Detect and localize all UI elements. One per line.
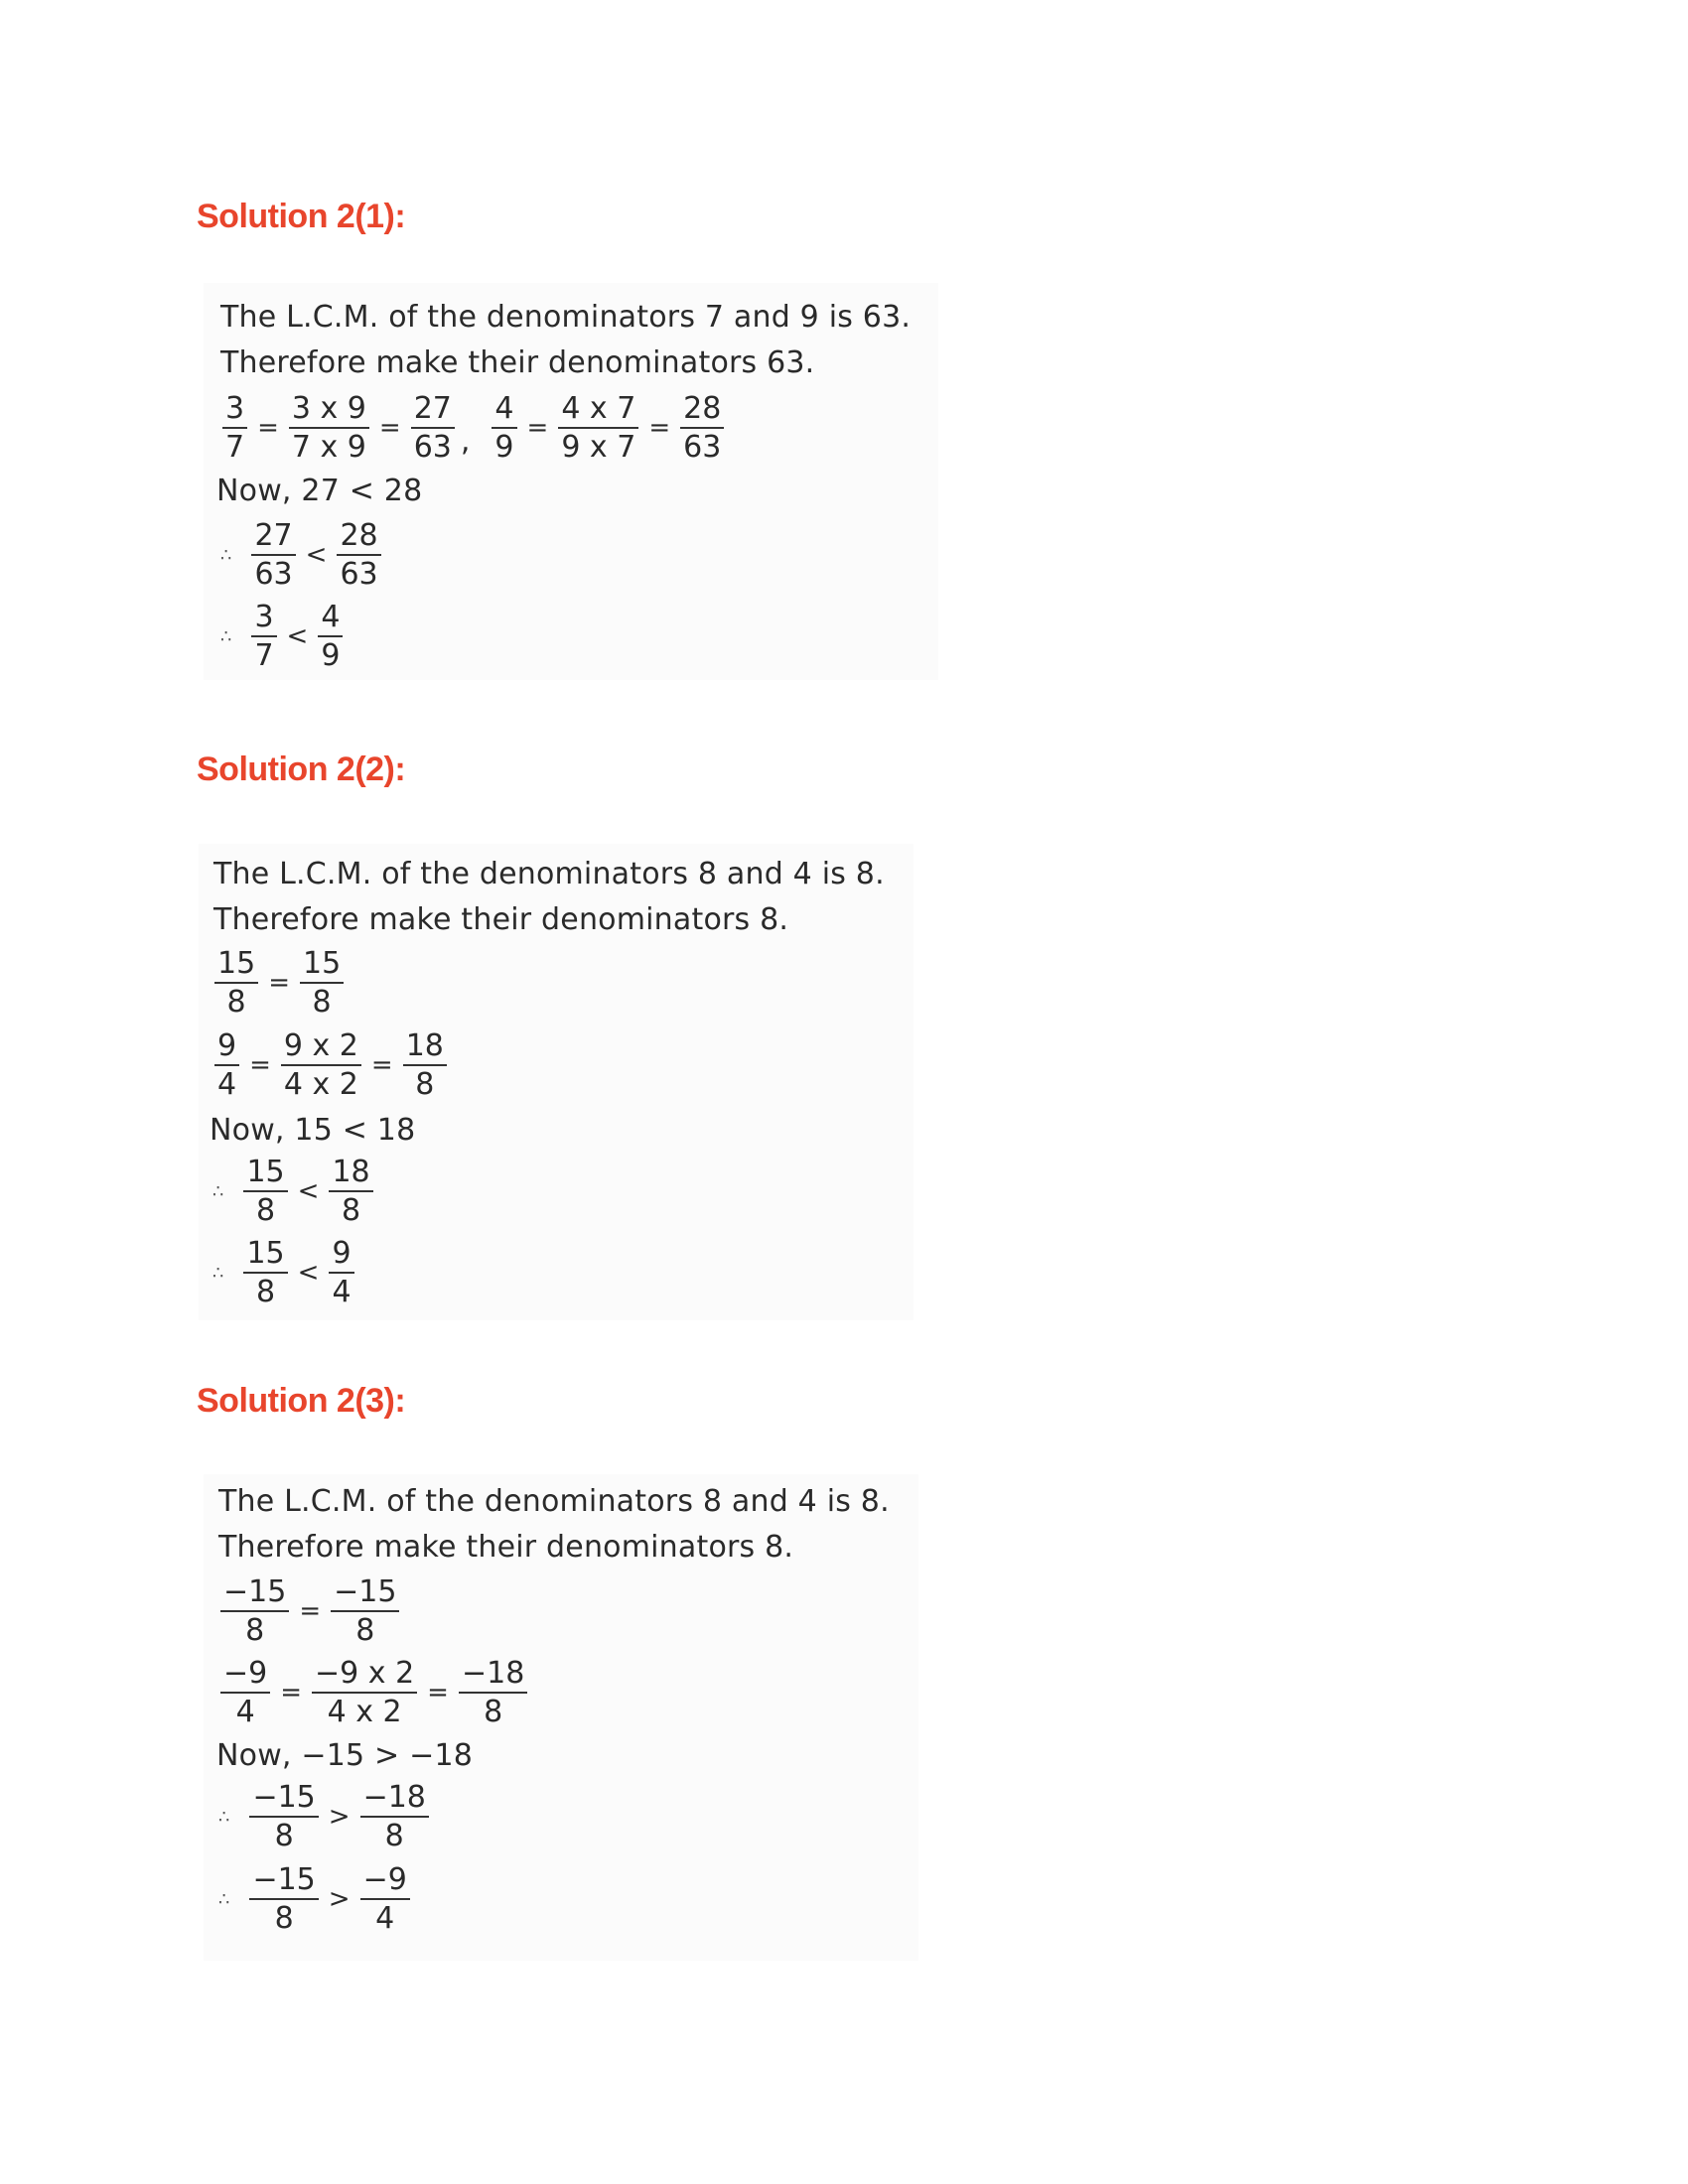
comparison-sign: < [305,540,328,570]
fraction: $\frac{9}{4}$ [329,1238,353,1307]
therefore-statement: Therefore make their denominators 8. [218,1530,794,1565]
fraction: $\frac{15}{8}$ [243,1238,287,1307]
lcm-statement: The L.C.M. of the denominators 8 and 4 is 8. [213,857,885,891]
now-comparison: Now, 15 < 18 [210,1113,416,1148]
equals-sign: = [427,1678,449,1707]
solution-heading: Solution 2(2): [197,751,406,788]
fraction: $\frac{3}{7}$ [251,602,276,671]
fraction: $\frac{-15}{8}$ [249,1782,318,1851]
comparison-sign: > [328,1802,351,1832]
fraction-equality-row [211,948,348,1018]
fraction: $\frac{27}{63}$ [411,393,455,463]
fraction: $\frac{15}{8}$ [243,1157,287,1226]
therefore-symbol: ∴ [220,625,232,647]
therefore-symbol: ∴ [218,1806,230,1828]
equals-sign: = [249,1050,271,1080]
equals-sign: = [299,1596,322,1626]
comparison-sign: < [297,1258,320,1288]
solution-heading: Solution 2(1): [197,198,406,235]
fraction: $\frac{18}{8}$ [403,1030,447,1100]
fraction: $\frac{18}{8}$ [329,1157,372,1226]
equals-sign: = [370,1050,393,1080]
now-comparison: Now, 27 < 28 [216,474,423,508]
comparison-sign: > [328,1884,351,1914]
fraction: $\frac{15}{8}$ [214,948,258,1018]
therefore-symbol: ∴ [212,1180,224,1202]
now-comparison: Now, −15 > −18 [216,1738,474,1773]
fraction: $\frac{-9 x 2}{4 x 2}$ [312,1658,417,1727]
therefore-symbol: ∴ [220,544,232,566]
fraction: $\frac{28}{63}$ [680,393,724,463]
solution-heading: Solution 2(3): [197,1382,406,1420]
fraction-conversion-row [216,1658,531,1727]
conclusion-row [218,1864,414,1934]
fraction-equality-row [216,1576,403,1646]
lcm-statement: The L.C.M. of the denominators 8 and 4 is 8. [218,1484,890,1519]
fraction: $\frac{15}{8}$ [300,948,344,1018]
fraction: $\frac{9}{4}$ [214,1030,239,1100]
fraction: $\frac{4}{9}$ [318,602,343,671]
therefore-statement: Therefore make their denominators 63. [220,345,815,380]
therefore-symbol: ∴ [212,1262,224,1284]
equals-sign: = [648,413,671,443]
equals-sign: = [257,413,279,443]
conclusion-row [220,602,347,671]
fraction: $\frac{4}{9}$ [492,393,516,463]
equals-sign: = [378,413,401,443]
conclusion-row [218,1782,433,1851]
fraction: $\frac{-18}{8}$ [459,1658,527,1727]
comma-separator: , [460,424,471,459]
fraction: $\frac{27}{63}$ [251,520,295,590]
equals-sign: = [526,413,549,443]
fraction: $\frac{-9}{4}$ [220,1658,270,1727]
fraction: $\frac{-9}{4}$ [360,1864,410,1934]
conclusion-row [212,1238,358,1307]
fraction: $\frac{-15}{8}$ [331,1576,399,1646]
fraction: $\frac{9 x 2}{4 x 2}$ [281,1030,361,1100]
fraction: $\frac{3}{7}$ [222,393,247,463]
conclusion-row [212,1157,377,1226]
conclusion-row [220,520,385,590]
fraction: $\frac{-18}{8}$ [360,1782,429,1851]
fraction: $\frac{4 x 7}{9 x 7}$ [558,393,638,463]
lcm-statement: The L.C.M. of the denominators 7 and 9 is 63. [220,300,912,335]
fraction-conversion-row [218,393,728,463]
therefore-symbol: ∴ [218,1888,230,1910]
fraction: $\frac{-15}{8}$ [249,1864,318,1934]
equals-sign: = [268,968,290,998]
comparison-sign: < [297,1176,320,1206]
fraction: $\frac{-15}{8}$ [220,1576,289,1646]
therefore-statement: Therefore make their denominators 8. [213,902,789,937]
fraction-conversion-row [211,1030,451,1100]
comparison-sign: < [286,621,309,651]
equals-sign: = [280,1678,303,1707]
fraction: $\frac{28}{63}$ [337,520,380,590]
fraction: $\frac{3 x 9}{7 x 9}$ [289,393,369,463]
